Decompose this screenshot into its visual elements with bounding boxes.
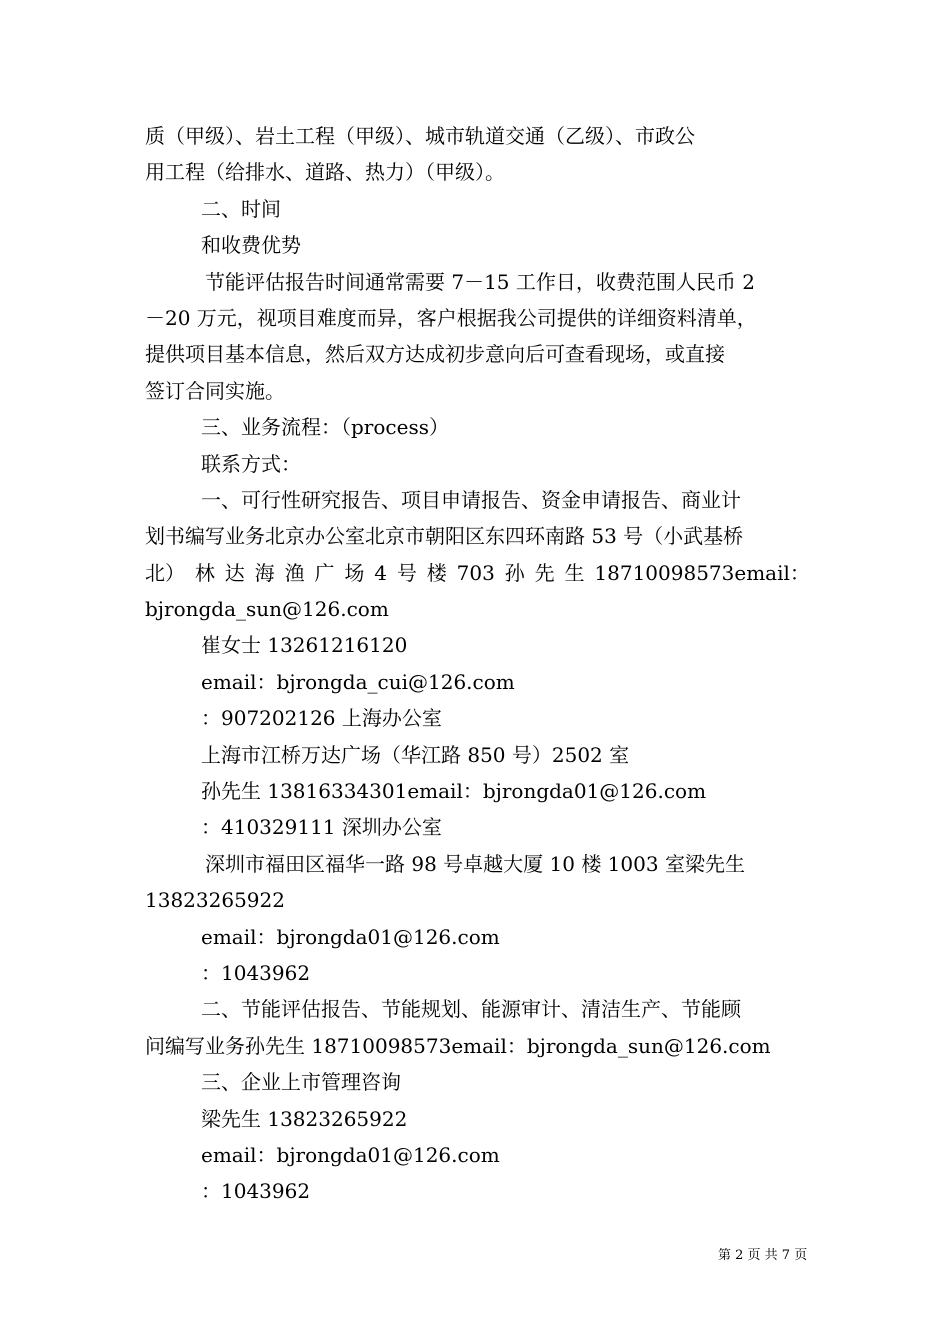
word: 孙 [504, 560, 525, 585]
phone-line: 13823265922 [145, 888, 285, 913]
address-line: 上海市江桥万达广场（华江路 850 号）2502 室 [201, 742, 630, 767]
contact-line: 孙先生 13816334301email：bjrongda01@126.com [201, 779, 707, 804]
word: 海 [254, 560, 275, 585]
page-number-footer: 第 2 页 共 7 页 [718, 1248, 808, 1263]
contact-line: ：410329111 深圳办公室 [201, 815, 442, 840]
text-line: 签订合同实施。 [145, 378, 285, 403]
word: 渔 [284, 560, 305, 585]
text-line: 问编写业务孙先生 18710098573email：bjrongda_sun@126.com [145, 1033, 771, 1058]
word: 北） [145, 560, 185, 585]
text-line: 一、可行性研究报告、项目申请报告、资金申请报告、商业计 [201, 487, 741, 512]
section-heading: 三、企业上市管理咨询 [201, 1070, 401, 1095]
section-heading: 二、时间 [201, 196, 281, 221]
email-line: bjrongda_sun@126.com [145, 597, 389, 622]
contact-line: 梁先生 13823265922 [201, 1106, 408, 1131]
contact-line: ：1043962 [201, 1179, 311, 1204]
text-line: 二、节能评估报告、节能规划、能源审计、清洁生产、节能顾 [201, 997, 741, 1022]
email-line: email：bjrongda_cui@126.com [201, 669, 515, 694]
email-line: email：bjrongda01@126.com [201, 1142, 500, 1167]
word: 4 [374, 560, 387, 585]
word: 703 [456, 560, 495, 585]
text-line: 质（甲级）、岩土工程（甲级）、城市轨道交通（乙级）、市政公 [145, 124, 695, 148]
section-heading: 三、业务流程：（process） [201, 415, 449, 440]
text-line: 联系方式： [201, 451, 301, 476]
text-line: －20 万元，视项目难度而异，客户根据我公司提供的详细资料清单， [145, 305, 757, 330]
word: 18710098573email： [594, 560, 810, 585]
text-line: 提供项目基本信息，然后双方达成初步意向后可查看现场，或直接 [145, 342, 725, 367]
text-line: 用工程（给排水、道路、热力）（甲级）。 [145, 160, 505, 185]
section-heading: 和收费优势 [201, 233, 301, 258]
contact-line: ：1043962 [201, 960, 311, 985]
text-line-justified [145, 555, 810, 591]
address-line: 深圳市福田区福华一路 98 号卓越大厦 10 楼 1003 室梁先生 [205, 851, 745, 876]
word: 林 [194, 560, 215, 585]
word: 广 [314, 560, 335, 585]
word: 号 [396, 560, 417, 585]
word: 场 [344, 560, 365, 585]
word: 楼 [426, 560, 447, 585]
document-body [145, 118, 810, 1210]
text-line: 节能评估报告时间通常需要 7－15 工作日，收费范围人民币 2 [205, 269, 755, 294]
contact-line: 崔女士 13261216120 [201, 633, 408, 658]
email-line: email：bjrongda01@126.com [201, 924, 500, 949]
text-line: 划书编写业务北京办公室北京市朝阳区东四环南路 53 号（小武基桥 [145, 524, 744, 549]
contact-line: ：907202126 上海办公室 [201, 706, 442, 731]
word: 达 [224, 560, 245, 585]
word: 先 [534, 560, 555, 585]
word: 生 [564, 560, 585, 585]
